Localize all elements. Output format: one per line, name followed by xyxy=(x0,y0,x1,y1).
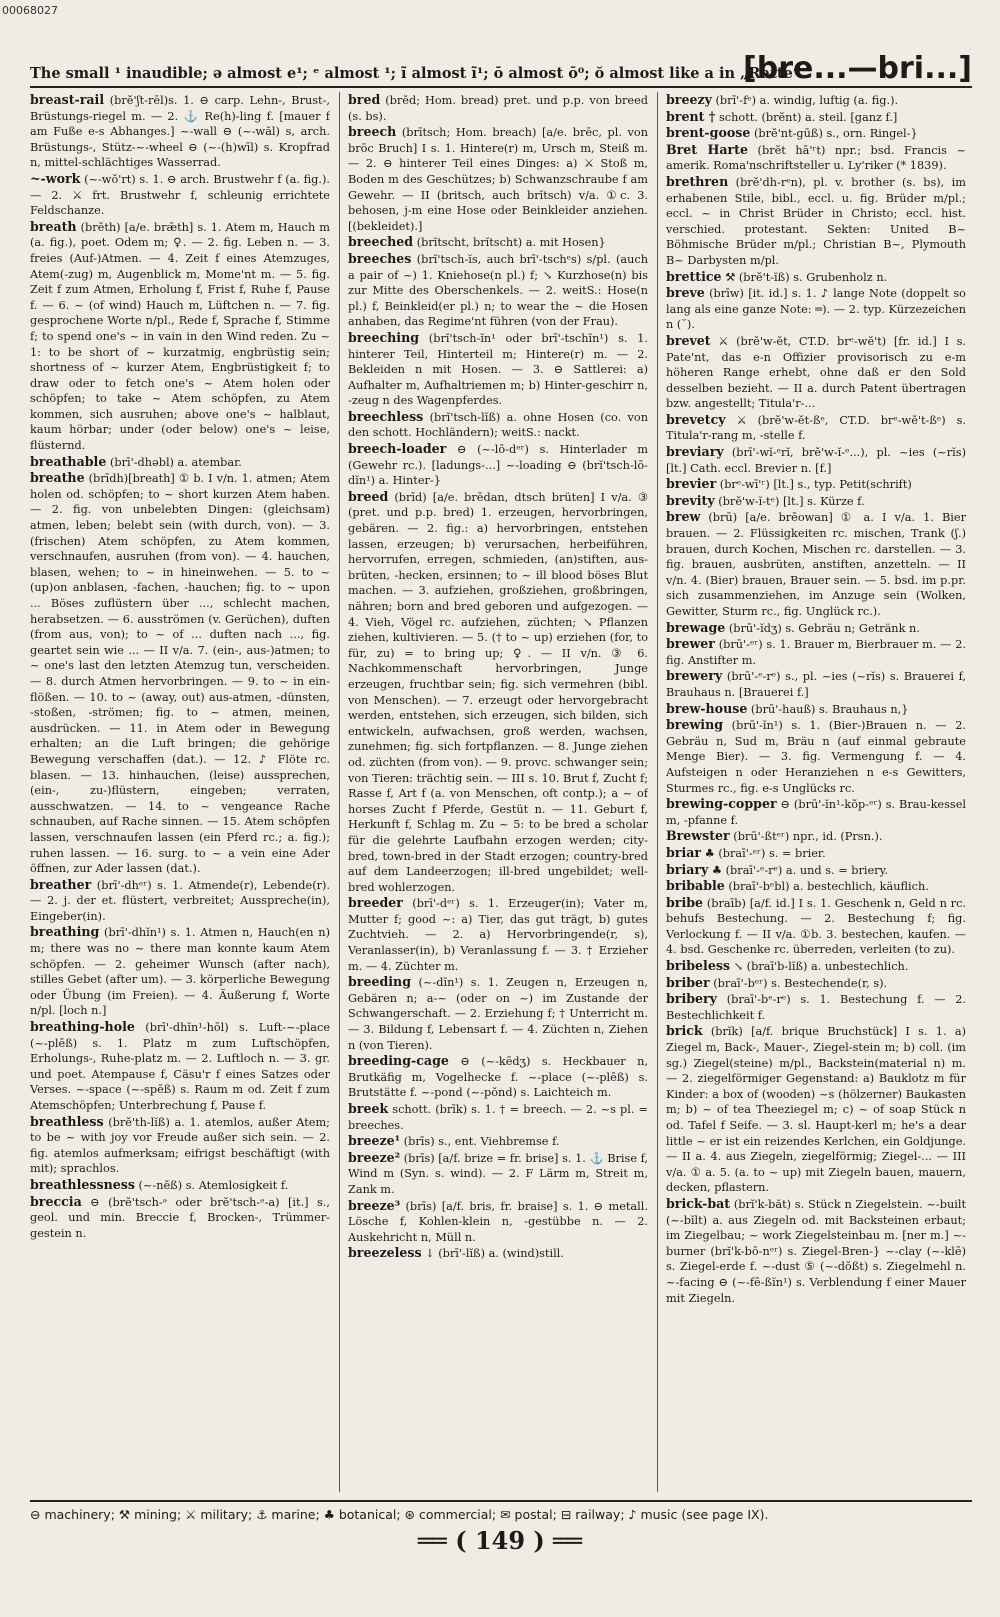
entry-definition: (brĭk) [a/f. brique Bruchstück] I s. 1. a) Ziegel m, Back-, Mauer-, Ziegel-stein m; b) coll. (im sg.) Ziegel(steine) m/pl., Backstein(material n) m. — 2. ziegelförmiger Gegenstand: a) Bauklotz m für Kinder: a box of (wooden) ~s (hölzerner) Baukasten m; b) ~ of tea Theeziegel m; c) ~ of soap Stück n od. Tafel f Seife. — 3. sl. Haupt-kerl m; he's a dear little ~ er ist ein reizendes Kerlchen, ein Goldjunge. — II a. 4. aus Ziegeln, ziegelförmig; Ziegel-... — III v/a. ① a. 5. (a. to ~ up) mit Ziegeln bauen, mauern, decken, pflastern. xyxy=(666,1025,966,1195)
entry-headword: breezy xyxy=(666,92,712,107)
entry-headword: breechless xyxy=(348,408,424,424)
dictionary-entry xyxy=(666,701,966,718)
page-header xyxy=(30,44,972,88)
entry-headword: brewage xyxy=(666,619,726,635)
entry-headword: brick-bat xyxy=(666,1195,731,1211)
dictionary-entry xyxy=(666,92,966,109)
pronunciation-note: The small ¹ inaudible; ə almost e¹; ᵉ almost ¹; ĩ almost ĩ¹; ō almost ō⁰; ŏ almost like a in „Ratte“. xyxy=(30,65,807,82)
dictionary-entry xyxy=(666,125,966,142)
dictionary-entry xyxy=(30,219,330,454)
entry-definition: (brū'-hauß) s. Brauhaus n,} xyxy=(747,702,909,716)
dictionary-entry xyxy=(30,1177,330,1194)
dictionary-entry xyxy=(666,109,966,126)
column-1 xyxy=(30,92,330,1492)
entry-headword: bribeless xyxy=(666,958,731,974)
dictionary-entry xyxy=(348,330,648,409)
dictionary-entry xyxy=(30,454,330,471)
entry-headword: briary xyxy=(666,861,709,877)
dictionary-entry xyxy=(348,234,648,251)
entry-definition: (braī'-bᵉʳ) s. Bestechende(r, s). xyxy=(709,976,888,990)
dictionary-entry xyxy=(30,1194,330,1242)
dictionary-entry xyxy=(348,1150,648,1198)
entry-definition: (~-nĕß) s. Atemlosigkeit f. xyxy=(134,1178,289,1192)
entry-headword: brewing-copper xyxy=(666,796,777,812)
entry-definition: (brĕ'w-ĭ-tᵉ) [lt.] s. Kürze f. xyxy=(714,494,865,508)
entry-headword: breech xyxy=(348,124,397,140)
dictionary-entry xyxy=(30,470,330,876)
entry-definition: (brū'-ßtᵉʳ) npr., id. (Prsn.). xyxy=(729,830,883,844)
dictionary-entry xyxy=(666,1023,966,1196)
dictionary-entry xyxy=(666,285,966,333)
entry-definition: schott. (brīk) s. 1. † = breech. — 2. ~s pl. = breeches. xyxy=(348,1103,648,1132)
dictionary-entry xyxy=(666,878,966,895)
entry-headword: briar xyxy=(666,844,702,860)
entry-definition: (brĭ'tsch-lĭß) a. ohne Hosen (co. von den schott. Hochländern); weitS.: nackt. xyxy=(348,410,648,440)
dictionary-entry xyxy=(666,862,966,879)
entry-definition: (brĕ'ʃt-rēl)s. 1. ⊖ carp. Lehn-, Brust-, Brüstungs-riegel m. — 2. ⚓ Re(h)-ling f. [mauer f am Fuße e-s Abhanges.] ~-wall ⊖ (~-wăl) s, arch. Brüstungs-, Stütz-~-wheel ⊖ (~-(h)wīl) s. Kropfrad n, mittel-schlächtiges Wasserrad. xyxy=(30,94,330,170)
entry-headword: breeze³ xyxy=(348,1197,401,1213)
entry-headword: brew-house xyxy=(666,700,748,716)
dictionary-entry xyxy=(666,991,966,1023)
column-divider xyxy=(339,92,340,1492)
dictionary-entry xyxy=(666,493,966,510)
entry-headword: Brewster xyxy=(666,828,730,844)
entry-definition: (brī'-dhĭn¹-hōl) s. Luft-~-place (~-plēß) s. 1. Platz m zum Luftschöpfen, Erholungs-, Ruhe-platz m. — 2. Luftloch n. — 3. gr. und poet. Atempause f, Cäsu'r f eines Satzes oder Verses. ~-space (~-spēß) s. Raum m od. Zeit f zum Atemschöpfen; Unterbrechung f, Pause f. xyxy=(30,1021,330,1112)
column-2 xyxy=(348,92,648,1492)
dictionary-entry xyxy=(666,717,966,796)
dictionary-entry xyxy=(666,796,966,828)
entry-definition: (brī'-dᵉʳ) s. 1. Erzeuger(in); Vater m, Mutter f; good ~: a) Tier, das gut trägt, b) gutes Zuchtvieh. — 2. a) Hervorbringende(r, s), Veranlasser(in), b) Veranlassung f. — 3. † Erzieher m. — 4. Züchter m. xyxy=(348,897,648,973)
entry-definition: (brīd) [a/e. brēdan, dtsch brüten] I v/a. ③ (pret. und p.p. bred) 1. erzeugen, hervorbringen, gebären. — 2. fig.: a) hervorbringen, entstehen lassen, erzeugen; b) verursachen, herbeiführen, hervorrufen, erregen, schmieden, (an)stiften, aus-brüten, -hecken, ersinnen; to ~ ill blood böses Blut machen. — 3. aufziehen, großziehen, großbringen, nähren; born and bred geboren und aufgezogen. — 4. Vieh, Vögel rc. aufziehen, züchten; ↘ Pflanzen ziehen, kultivieren. — 5. († to ~ up) erziehen (for, to für, zu) = to bring up; ♀. — II v/n. ③ 6. Nachkommenschaft hervorbringen, Junge erzeugen, fruchtbar sein; fig. sich vermehren (bibl. von Menschen). — 7. erzeugt oder hervorgebracht werden, entstehen, sich erzeugen, sich bilden, sich entwickeln, aufwachsen, groß werden, wachsen, zunehmen; fig. sich fortpflanzen. — 8. Junge ziehen od. züchten (from von). — 9. provc. schwanger sein; von Tieren: trächtig sein. — III s. 10. Brut f, Zucht f; Rasse f, Art f (a. von Menschen, oft contp.); a ~ of horses Zucht f Pferde, Gestüt n. — 11. Geburt f, Herkunft f, Schlag m. Zu ~ 5: to be bred a scholar für die gelehrte Laufbahn erzogen werden; city-bred, town-bred in der Stadt erzogen; country-bred auf dem Landeerzogen; ill-bred ungebildet; well-bred wohlerzogen. xyxy=(348,490,648,894)
entry-definition: (braīb) [a/f. id.] I s. 1. Geschenk n, Geld n rc. behufs Bestechung. — 2. Bestechung f; fig. Verlockung f. — II v/a. ①b. 3. bestechen, kaufen. — 4. bsd. Geschenke rc. überreden, verleiten (to zu). xyxy=(666,896,966,957)
entry-definition: (braī'-bᵉbl) a. bestechlich, käuflich. xyxy=(724,880,929,894)
entry-headword: bribery xyxy=(666,991,717,1007)
dictionary-entry xyxy=(666,895,966,958)
entry-headword: breeze¹ xyxy=(348,1133,401,1149)
entry-headword: ~-work xyxy=(30,170,81,186)
page-id: 00068027 xyxy=(2,4,58,17)
entry-headword: breeched xyxy=(348,234,414,250)
entry-definition: (brĭ'tsch-ĭs, auch brī'-tschᵉs) s/pl. (auch a pair of ~) 1. Kniehose(n pl.) f; ↘ Kurzhose(n) bis zur Mitte des Oberschenkels. — 2. weitS.: Hose(n pl.) f, Beinkleid(er pl.) n; to wear the ~ die Hosen anhaben, das Regime'nt führen (von der Frau). xyxy=(348,252,648,329)
dictionary-entry xyxy=(348,489,648,895)
entry-headword: brettice xyxy=(666,268,722,284)
dictionary-entry xyxy=(666,620,966,637)
entry-headword: brevier xyxy=(666,476,717,492)
dictionary-entry xyxy=(30,877,330,925)
entry-headword: brent-goose xyxy=(666,125,751,141)
entry-headword: breath xyxy=(30,218,77,234)
entry-headword: brevity xyxy=(666,492,715,508)
entry-headword: breather xyxy=(30,876,92,892)
entry-definition: (brī'-dhəbl) a. atembar. xyxy=(106,455,242,469)
entry-headword: breech-loader xyxy=(348,441,447,457)
entry-headword: brewing xyxy=(666,717,724,733)
entry-definition: (brū) [a/e. brēowan] ① a. I v/a. 1. Bier brauen. — 2. Flüssigkeiten rc. mischen, Trank (ʃ.) brauen, durch Kochen, Mischen rc. darstellen. — 3. fig. brauen, ausbrüten, anstiften, anzetteln. — II v/n. 4. (Bier) brauen, Brauer sein. — 5. bsd. im p.pr. sich zusammenziehen, im Anzuge sein (Wolken, Gewitter, Sturm rc., fig. Unglück rc.). xyxy=(666,511,966,618)
dictionary-entry xyxy=(666,828,966,845)
dictionary-entry xyxy=(666,975,966,992)
entry-definition: ♣ (braī'-ᵉ-rᵉ) a. und s. = briery. xyxy=(708,863,889,877)
dictionary-entry xyxy=(30,924,330,1019)
dictionary-entry xyxy=(666,142,966,174)
entry-definition: (brīs) s., ent. Viehbremse f. xyxy=(400,1135,560,1149)
dictionary-entry xyxy=(666,476,966,493)
entry-definition: ↓ (brī'-lĭß) a. (wind)still. xyxy=(421,1247,564,1261)
entry-headword: breeches xyxy=(348,250,412,266)
entry-definition: (brᵉ-wī'ʳ) [lt.] s., typ. Petit(schrift) xyxy=(716,478,912,492)
dictionary-entry xyxy=(666,636,966,668)
entry-definition: (brī'-dhĭn¹) s. 1. Atmen n, Hauch(en n) m; there was no ~ there man konnte kaum Atem schöpfen. — 2. geheimer Wunsch (after nach), stilles Gebet (after um). — 3. körperliche Bewegung oder Übung (im Freien). — 4. Äußerung f, Worte n/pl. [loch n.] xyxy=(30,926,330,1018)
entry-headword: breve xyxy=(666,285,705,301)
dictionary-entry xyxy=(348,409,648,441)
entry-headword: brevetcy xyxy=(666,411,726,427)
entry-definition: (brĕ'th-lĭß) a. 1. atemlos, außer Atem; to be ~ with joy vor Freude außer sich sein. — 2. fig. atemlos aufmerksam; eifrigst beschäftigt (with mit); sprachlos. xyxy=(30,1115,330,1176)
entry-definition: (brī'-dhᵉʳ) s. 1. Atmende(r), Lebende(r). — 2. j. der et. flüstert, verbreitet; Ausspreche(in), Eingeber(in). xyxy=(30,878,330,923)
dictionary-entry xyxy=(666,845,966,862)
entry-definition: (brītsch; Hom. breach) [a/e. brēc, pl. von brōc Bruch] I s. 1. Hintere(r) m, Ursch m, Steiß m. — 2. ⊖ hinterer Teil eines Dinges: a) ⚔ Stoß m, Boden m des Geschützes; b) Schwanzschraube f am Gewehr. — II (britsch, auch brĭtsch) v/a. ①c. 3. behosen, j-m eine Hose oder Beinkleider anziehen. [(bekleidet).] xyxy=(348,126,648,233)
entry-definition: ⊖ (brū'-ĭn¹-kŏp-ᵉʳ) s. Brau-kessel m, -pfanne f. xyxy=(666,798,966,827)
entry-headword: brewer xyxy=(666,636,715,652)
symbol-legend: ⊖ machinery; ⚒ mining; ⚔ military; ⚓ marine; ♣ botanical; ⊛ commercial; ✉ postal; ⊟ railway; ♪ music (see page IX). xyxy=(30,1500,972,1533)
entry-definition: ⊖ (~-lō-dᵉʳ) s. Hinterlader m (Gewehr rc.). [ladungs-...] ~-loading ⊖ (brĭ'tsch-lō-dĭn¹) a. Hinter-} xyxy=(348,443,648,488)
entry-definition: (~-wŏ'rt) s. 1. ⊖ arch. Brustwehr f (a. fig.). — 2. ⚔ frt. Brustwehr f, schleunig errichtete Feldschanze. xyxy=(30,172,330,218)
entry-headword: bribe xyxy=(666,894,704,910)
dictionary-entry xyxy=(348,1245,648,1262)
dictionary-entry xyxy=(348,1053,648,1101)
entry-definition: schott. (brĕnt) a. steil. [ganz f.] xyxy=(715,110,898,124)
entry-range: [bre...—bri...] xyxy=(743,51,972,86)
entry-definition: ♣ (braī'-ᵉʳ) s. = brier. xyxy=(701,846,826,860)
dictionary-entry xyxy=(348,251,648,330)
entry-definition: (brīdh)[breath] ① b. I v/n. 1. atmen; Atem holen od. schöpfen; to ~ short kurzen Atem haben. — 2. fig. von unbelebten Dingen: (gleichsam) atmen, leben; belebt sein (with durch, von). — 3. (frischen) Atem schöpfen, zu Atem kommen, verschnaufen, ausruhen (from von). — 4. hauchen, blasen, wehen; to ~ in hineinwehen. — 5. to ~ (up)on anblasen, -fachen, -hauchen; fig. to ~ upon ... Böses zuflüstern über ..., schlecht machen, herabsetzen. — 6. ausströmen (v. Gerüchen), duften (from aus, von); to ~ of ... duften nach ..., fig. geartet sein wie ... — II v/a. 7. (ein-, aus-)atmen; to ~ one's last den letzten Atemzug tun, verscheiden. — 8. durch Atmen hervorbringen. — 9. to ~ in ein-flößen. — 10. to ~ (away, out) aus-atmen, -dünsten, -stoßen, -strömen; fig. to ~ atmen, meinen, ausdrücken. — 11. in Atem oder in Bewegung erhalten; an die Luft bringen; die gehörige Bewegung verschaffen (dat.). — 12. ♪ Flöte rc. blasen. — 13. hinhauchen, (leise) aussprechen, (ein-, zu-)flüstern, eingeben; verraten, ausschwatzen. — 14. to ~ vengeance Rache schnauben, auf Rache sinnen. — 15. Atem schöpfen lassen, verschnaufen lassen (ein Pferd rc.; a. fig.); ruhen lassen. — 16. surg. to ~ a vein eine Ader öffnen, zur Ader lassen (dat.). xyxy=(30,472,330,876)
entry-headword: breek xyxy=(348,1101,389,1116)
dictionary-entry xyxy=(348,1101,648,1133)
dictionary-entry xyxy=(666,958,966,975)
entry-definition: (brū'-ᵉ-rᵉ) s., pl. ~ies (~rĭs) s. Brauerei f, Brauhaus n. [Brauerei f.] xyxy=(666,670,966,699)
entry-definition: (brĭ'k-băt) s. Stück n Ziegelstein. ~-built (~-bĭlt) a. aus Ziegeln od. mit Backsteinen erbaut; im Ziegelbau; ~ work Ziegelsteinbau m. [ner m.] ~-burner (brĭ'k-bō-nᵉʳ) s. Ziegel-Bren-} ~-clay (~-klē) s. Ziegel-erde f. ~-dust ⑤ (~-dŏßt) s. Ziegelmehl n. ~-facing ⊖ (~-fē-ßĭn¹) s. Verblendung f einer Mauer mit Ziegeln. xyxy=(666,1197,966,1305)
dictionary-entry xyxy=(666,174,966,269)
entry-headword: breathe xyxy=(30,470,85,486)
dictionary-entry xyxy=(30,92,330,171)
entry-definition: (~-dĭn¹) s. 1. Zeugen n, Erzeugen n, Gebären n; a-~ (oder on ~) im Zustande der Schwangerschaft. — 2. Erziehung f; † Unterricht m. — 3. Bildung f, Lebensart f. — 4. Züchten n, Ziehen n (von Tieren). xyxy=(348,976,648,1052)
entry-columns xyxy=(30,92,972,1492)
dictionary-entry xyxy=(30,1114,330,1177)
entry-headword: breathless xyxy=(30,1113,104,1129)
entry-headword: breeze² xyxy=(348,1149,401,1165)
dictionary-entry xyxy=(348,895,648,974)
dictionary-entry xyxy=(348,92,648,124)
dictionary-entry xyxy=(666,333,966,412)
entry-definition: ⚒ (brĕ't-ĭß) s. Grubenholz n. xyxy=(721,270,888,284)
entry-headword: brew xyxy=(666,509,701,525)
entry-definition: (brĕ'dh-rᵉn), pl. v. brother (s. bs), im erhabenen Stile, bibl., eccl. u. fig. Brüder m/pl.; eccl. ~ in Christ Brüder in Christo; eccl. hist. verschied. protestant. Sekten: United B~ Böhmische Brüder m/pl.; Christian B~, Plymouth B~ Darbysten m/pl. xyxy=(666,175,966,267)
entry-definition: ⚔ (brĕ'w-ĕt, CT.D. brᵉ-wĕ't) [fr. id.] I s. Pate'nt, das e-n Offizier provisorisch zu e-m höheren Range erhebt, ohne daß er den Sold desselben bezieht. — II a. durch Patent übertragen bzw. angestellt; Titula'r-... xyxy=(666,334,966,411)
entry-headword: Bret Harte xyxy=(666,141,748,157)
dictionary-entry xyxy=(666,509,966,619)
entry-definition: (brū'-ᵉʳ) s. 1. Brauer m, Bierbrauer m. — 2. fig. Anstifter m. xyxy=(666,638,966,667)
entry-headword: breed xyxy=(348,488,389,504)
dictionary-entry xyxy=(348,441,648,489)
entry-definition: ⚔ (brĕ'w-ĕt-ßᵉ, CT.D. brᵉ-wĕ't-ßᵉ) s. Titula'r-rang m, -stelle f. xyxy=(666,413,966,443)
entry-definition: ⊖ (~-kēdʒ) s. Heckbauer n, Brutkäfig m, Vogelhecke f. ~-place (~-plēß) s. Brutstätte f. ~-pond (~-pŏnd) s. Laichteich m. xyxy=(348,1055,648,1100)
entry-definition: (brū'-ĭdʒ) s. Gebräu n; Getränk n. xyxy=(725,621,920,635)
dictionary-entry xyxy=(348,124,648,234)
dictionary-entry xyxy=(348,974,648,1053)
entry-definition: (brĕth) [a/e. brǣth] s. 1. Atem m, Hauch m (a. fig.), poet. Odem m; ♀. — 2. fig. Leben n. — 3. freies (Auf-)Atmen. — 4. Zeit f eines Atemzuges, Atem(-zug) m, Augenblick m, Mome'nt m. — 5. fig. Zeit f zum Atmen, Erholung f, Frist f, Ruhe f, Pause f. — 6. ~ (of wind) Hauch m, Lüftchen n. — 7. fig. gesprochene Worte n/pl., Rede f, Sprache f, Stimme f; to spend one's ~ in vain in den Wind reden. Zu ~ 1: to be short of ~ kurzatmig, engbrüstig sein; shortness of ~ kurzer Atem, Engbrüstigkeit f; to draw oder to fetch one's ~ Atem holen oder schöpfen; to take ~ Atem schöpfen, zu Atem kommen, sich ausruhen; above one's ~ halblaut, kaum hörbar; under (oder below) one's ~ leise, flüsternd. xyxy=(30,220,330,453)
entry-headword: breezeless xyxy=(348,1245,422,1261)
entry-headword: breeding xyxy=(348,974,412,990)
entry-definition: (brīs) [a/f. brize = fr. brise] s. 1. ⚓ Brise f, Wind m (Syn. s. wind). — 2. F Lärm m, Streit m, Zank m. xyxy=(348,1151,648,1196)
column-divider xyxy=(657,92,658,1492)
entry-definition: (brī'-wĭ-ᵉrĭ, brĕ'w-ĭ-ᵉ...), pl. ~ies (~rĭs) [lt.] Cath. eccl. Brevier n. [f.] xyxy=(666,446,966,475)
column-3 xyxy=(666,92,966,1492)
entry-headword: briber xyxy=(666,974,710,990)
entry-headword: breast-rail xyxy=(30,92,105,107)
dictionary-entry xyxy=(30,1019,330,1114)
entry-headword: brewery xyxy=(666,668,723,684)
entry-headword: breathing-hole xyxy=(30,1019,135,1035)
dictionary-entry xyxy=(348,1133,648,1150)
entry-definition: (brū'-ĭn¹) s. 1. (Bier-)Brauen n. — 2. Gebräu n, Sud m, Bräu n (auf einmal gebraute Menge Bier). — 3. fig. Vermengung f. — 4. Aufsteigen n oder Heranziehen n e-s Gewitters, Sturmes rc., fig. e-s Unglücks rc. xyxy=(666,719,966,795)
dictionary-entry xyxy=(30,171,330,219)
entry-headword: bred xyxy=(348,92,381,107)
entry-headword: breeder xyxy=(348,895,403,911)
entry-headword: brethren xyxy=(666,173,729,189)
entry-headword: breccia xyxy=(30,1193,82,1209)
entry-definition: (brĕd; Hom. bread) pret. und p.p. von breed (s. bs). xyxy=(348,94,648,123)
entry-headword: brick xyxy=(666,1023,703,1039)
entry-definition: (brĭtscht, brĭtscht) a. mit Hosen} xyxy=(413,236,606,250)
entry-headword: breathable xyxy=(30,453,107,469)
entry-definition: (brĕ'nt-gūß) s., orn. Ringel-} xyxy=(750,127,918,141)
entry-definition: (brīw) [it. id.] s. 1. ♪ lange Note (doppelt so lang als eine ganze Note: ═). — 2. typ. Kürzezeichen n (˘). xyxy=(666,287,966,332)
entry-definition: (brīs) [a/f. bris, fr. braise] s. 1. ⊖ metall. Lösche f, Kohlen-klein n, -gestübbe n. — 2. Auskehricht n, Müll n. xyxy=(348,1199,648,1244)
entry-headword: bribable xyxy=(666,878,725,894)
dictionary-entry xyxy=(666,269,966,286)
entry-definition: ⊖ (brĕ'tsch-ᵊ oder brĕ'tsch-ᵉ-a) [it.] s., geol. und min. Breccie f, Brocken-, Trümmer-gestein n. xyxy=(30,1195,330,1240)
dictionary-entry xyxy=(666,1196,966,1306)
entry-headword: breathlessness xyxy=(30,1176,135,1192)
page-number: ══ ( 149 ) ══ xyxy=(417,1526,583,1555)
entry-headword: breeding-cage xyxy=(348,1053,449,1069)
entry-definition: ↘ (braī'b-lĭß) a. unbestechlich. xyxy=(730,960,909,974)
dictionary-entry xyxy=(666,444,966,476)
dictionary-entry xyxy=(666,412,966,444)
dictionary-entry xyxy=(666,668,966,700)
entry-headword: breathing xyxy=(30,924,100,940)
entry-definition: (braī'-bᵉ-rᵉ) s. 1. Bestechung f. — 2. Bestechlichkeit f. xyxy=(666,993,966,1022)
entry-headword: breeching xyxy=(348,329,420,345)
dictionary-entry xyxy=(348,1198,648,1246)
entry-definition: (brī'-fᵉ) a. windig, luftig (a. fig.). xyxy=(711,94,899,107)
entry-headword: brevet xyxy=(666,332,711,348)
entry-headword: brent † xyxy=(666,108,716,124)
entry-headword: breviary xyxy=(666,444,724,460)
entry-definition: (brĭ'tsch-ĭn¹ oder brī'-tschĭn¹) s. 1. hinterer Teil, Hinterteil m; Hintere(r) m. — 2. Bekleiden n mit Hosen. — 3. ⊖ Sattlerei: a) Aufhalter m, Aufhaltriemen m; b) Hinter-geschirr n, -zeug n des Wagenpferdes. xyxy=(348,331,648,408)
entry-definition: (brĕt hā'ʳt) npr.; bsd. Francis ~ amerik. Roma'nschriftsteller u. Ly'riker (* 1839). xyxy=(666,143,966,173)
